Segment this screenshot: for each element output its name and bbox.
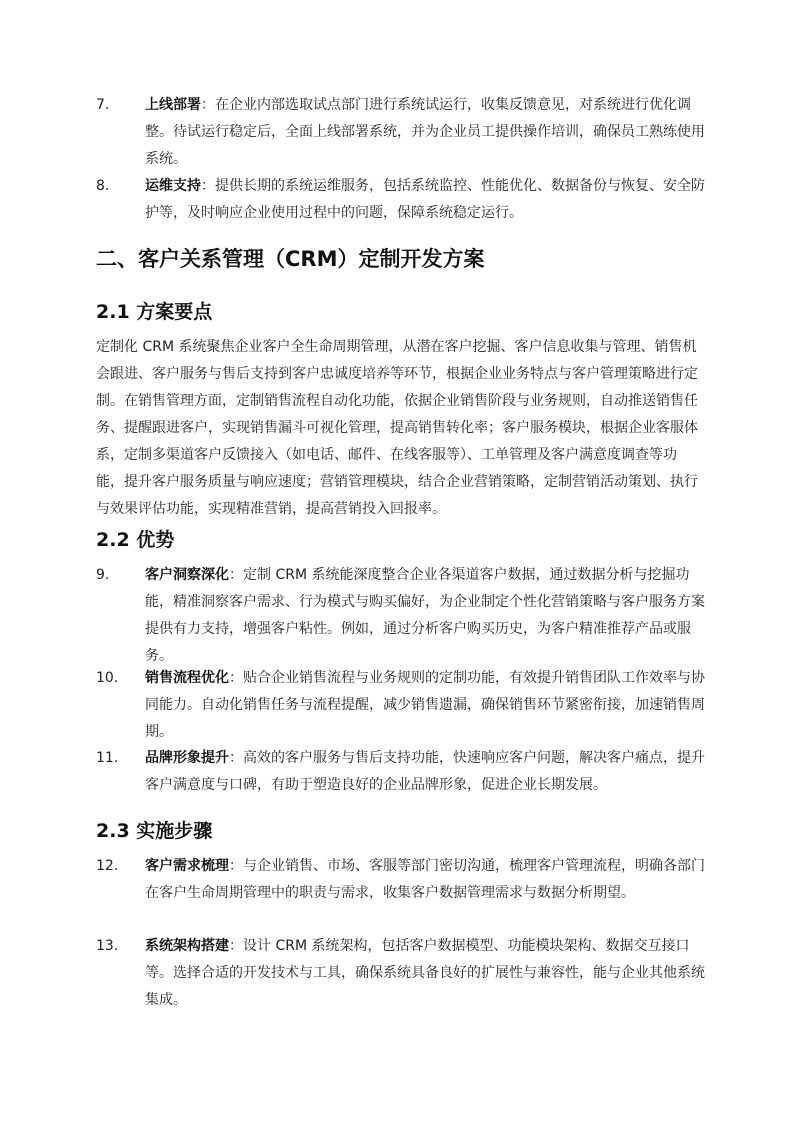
subsection-title-2-1: 2.1 方案要点 (96, 301, 213, 323)
list-item-title: 品牌形象提升 (145, 750, 229, 766)
subsection-title-2-3: 2.3 实施步骤 (96, 820, 213, 842)
separator: ： (201, 97, 215, 113)
list-item-body: 高效的客户服务与售后支持功能，快速响应客户问题，解决客户痛点，提升客户满意度与口碑，有助于塑造良好的企业品牌形象，促进企业长期发展。 (145, 750, 705, 793)
list-number: 12. (96, 858, 119, 874)
list-item-text (145, 665, 705, 746)
list-item-title: 上线部署 (145, 97, 201, 113)
list-number: 7. (96, 97, 110, 113)
list-item-text (145, 173, 705, 227)
list-item-title: 销售流程优化 (145, 670, 229, 686)
separator: ： (229, 567, 243, 583)
list-item-title: 客户需求梳理 (145, 858, 229, 874)
section-title: 二、客户关系管理（CRM）定制开发方案 (96, 247, 485, 271)
separator: ： (229, 858, 243, 874)
subsection-title-2-2: 2.2 优势 (96, 529, 175, 551)
list-item-text (145, 933, 705, 1014)
list-item-title: 客户洞察深化 (145, 567, 229, 583)
list-number: 10. (96, 670, 119, 686)
list-item-body: 设计 CRM 系统架构，包括客户数据模型、功能模块架构、数据交互接口等。选择合适的开发技术与工具，确保系统具备良好的扩展性与兼容性，能与企业其他系统集成。 (145, 938, 705, 1008)
list-number: 8. (96, 178, 110, 194)
separator: ： (229, 750, 243, 766)
list-item-body: 提供长期的系统运维服务，包括系统监控、性能优化、数据备份与恢复、安全防护等，及时响应企业使用过程中的问题，保障系统稳定运行。 (145, 178, 705, 221)
list-number: 13. (96, 938, 119, 954)
list-item-body: 在企业内部选取试点部门进行系统试运行，收集反馈意见，对系统进行优化调整。待试运行稳定后，全面上线部署系统，并为企业员工提供操作培训，确保员工熟练使用系统。 (145, 97, 705, 167)
separator: ： (201, 178, 215, 194)
list-item-text (145, 745, 705, 799)
list-item-text (145, 92, 705, 173)
list-item-body: 定制 CRM 系统能深度整合企业各渠道客户数据，通过数据分析与挖掘功能，精准洞察客户需求、行为模式与购买偏好，为企业制定个性化营销策略与客户服务方案提供有力支持，增强客户粘性。例如，通过分析客户购买历史，为客户精准推荐产品或服务。 (145, 567, 705, 664)
list-item-text (145, 853, 705, 907)
separator: ： (229, 670, 243, 686)
separator: ： (229, 938, 243, 954)
list-item-title: 系统架构搭建 (145, 938, 229, 954)
list-item-text (145, 562, 705, 670)
list-item-body: 贴合企业销售流程与业务规则的定制功能，有效提升销售团队工作效率与协同能力。自动化销售任务与流程提醒，减少销售遗漏，确保销售环节紧密衔接，加速销售周期。 (145, 670, 705, 740)
list-number: 11. (96, 750, 119, 766)
paragraph-plan-points: 定制化 CRM 系统聚焦企业客户全生命周期管理，从潜在客户挖掘、客户信息收集与管理、销售机会跟进、客户服务与售后支持到客户忠诚度培养等环节，根据企业业务特点与客户管理策略进行定制。在销售管理方面，定制销售流程自动化功能，依据企业销售阶段与业务规则，自动推送销售任务、提醒跟进客户，实现销售漏斗可视化管理，提高销售转化率；客户服务模块，根据企业客服体系，定制多渠道客户反馈接入（如电话、邮件、在线客服等）、工单管理及客户满意度调查等功能，提升客户服务质量与响应速度；营销管理模块，结合企业营销策略，定制营销活动策划、执行与效果评估功能，实现精准营销，提高营销投入回报率。 (96, 339, 698, 517)
list-item-body: 与企业销售、市场、客服等部门密切沟通，梳理客户管理流程，明确各部门在客户生命周期管理中的职责与需求，收集客户数据管理需求与数据分析期望。 (145, 858, 705, 901)
list-number: 9. (96, 567, 110, 583)
list-item-title: 运维支持 (145, 178, 201, 194)
